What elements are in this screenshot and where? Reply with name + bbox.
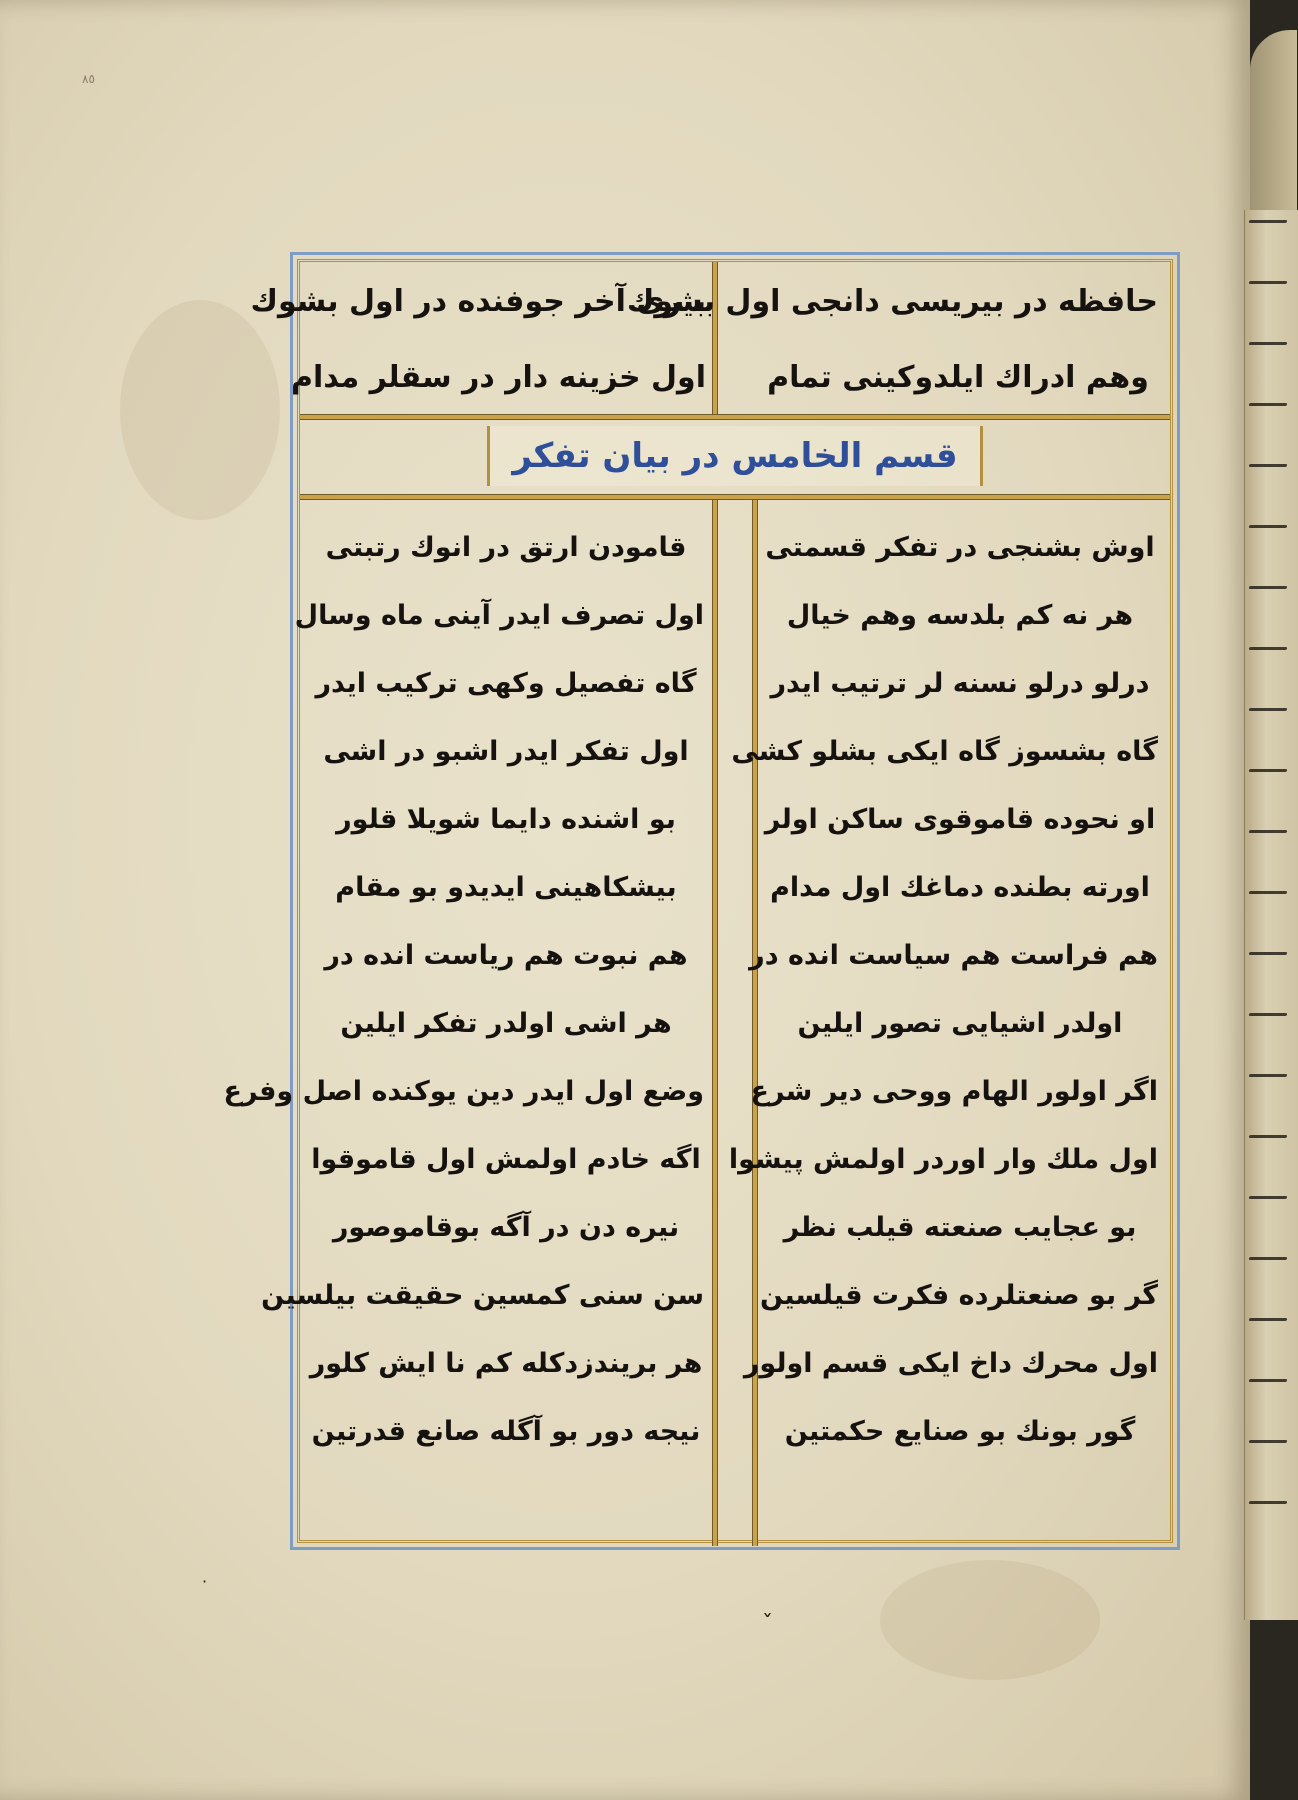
verse-line: سن سنی کمسین حقیقت بیلسین [261,1280,704,1311]
next-page-edge [1250,30,1297,220]
heading-bottom-rule [300,494,1170,500]
verse-line: وهم ادراك ایلدوکینی تمام [767,360,1149,395]
verse-line: اول محرك داخ ایکی قسم اولور [743,1348,1158,1379]
verse-line: گاه تفصیل وکهی ترکیب ایدر [315,668,697,699]
verse-line: او نحوده قاموقوی ساکن اولر [764,804,1156,835]
section-heading [314,422,1156,490]
verse-line: هم فراست هم سیاست انده در [749,940,1158,971]
verse-line: حافظه در بیریسی دانجی اول بشوك [626,284,1158,319]
verse-line: گر بو صنعتلرده فکرت قیلسین [760,1280,1158,1311]
paper-stain [880,1560,1100,1680]
verse-line: وضع اول ایدر دین یوکنده اصل وفرع [223,1076,704,1107]
heading-top-rule [300,414,1170,420]
main-verse-left-column [223,514,704,1466]
verse-line: بیشکاهینی ایدیدو بو مقام [335,872,677,903]
text-frame [223,252,1180,1550]
verse-line: هر بریندزدکله کم نا ایش کلور [309,1348,703,1379]
verse-line: نیره دن در آگه بوقاموصور [332,1212,680,1243]
verse-line: بیری آخر جوفنده در اول بشوك [250,284,706,319]
verse-line: اول تفکر ایدر اشبو در اشی [323,736,689,767]
verse-line: اوش بشنجی در تفکر قسمتی [765,532,1155,563]
verse-line: بو اشنده دایما شویلا قلور [336,804,676,835]
verse-line: نیجه دور بو آگله صانع قدرتین [311,1416,701,1447]
folio-number: ٨٥ [82,72,95,86]
next-page-strip [1244,210,1298,1620]
text-frame-gold-border [223,259,1173,1543]
verse-line: اولدر اشیایی تصور ایلین [797,1008,1123,1039]
verse-line: قامودن ارتق در انوك رتبتی [325,532,687,563]
verse-line: گور بونك بو صنایع حکمتین [784,1416,1136,1447]
next-page-script-lines [1249,220,1295,1562]
top-verse-right-column [626,264,1158,416]
verse-line: اگر اولور الهام ووحی دیر شرع [750,1076,1158,1107]
section-heading-text: قسم الخامس در بیان تفکر [512,436,958,476]
section-heading-cartouche [487,426,983,486]
main-column-rule [712,500,718,1546]
verse-line: هر اشی اولدر تفکر ایلین [340,1008,672,1039]
verse-line: هر نه کم بلدسه وهم خیال [786,600,1134,631]
ink-mark: · [202,1572,208,1591]
verse-line: هم نبوت هم ریاست انده در [324,940,688,971]
verse-line: اول تصرف ایدر آینی ماه وسال [294,600,704,631]
main-verse-right-column [728,514,1158,1466]
verse-line: اول ملك وار اوردر اولمش پیشوا [728,1144,1158,1175]
verse-line: اگه خادم اولمش اول قاموقوا [311,1144,701,1175]
verse-line: درلو درلو نسنه لر ترتیب ایدر [770,668,1150,699]
verse-line: گاه بشسوز گاه ایکی بشلو کشی [731,736,1158,767]
verse-line: بو عجایب صنعته قیلب نظر [783,1212,1137,1243]
verse-line: اول خزینه دار در سقلر مدام [291,360,706,395]
verse-line: اورته بطنده دماغك اول مدام [770,872,1150,903]
top-verse-left-column [250,264,706,416]
catchword-mark: ˇ [762,1612,773,1637]
